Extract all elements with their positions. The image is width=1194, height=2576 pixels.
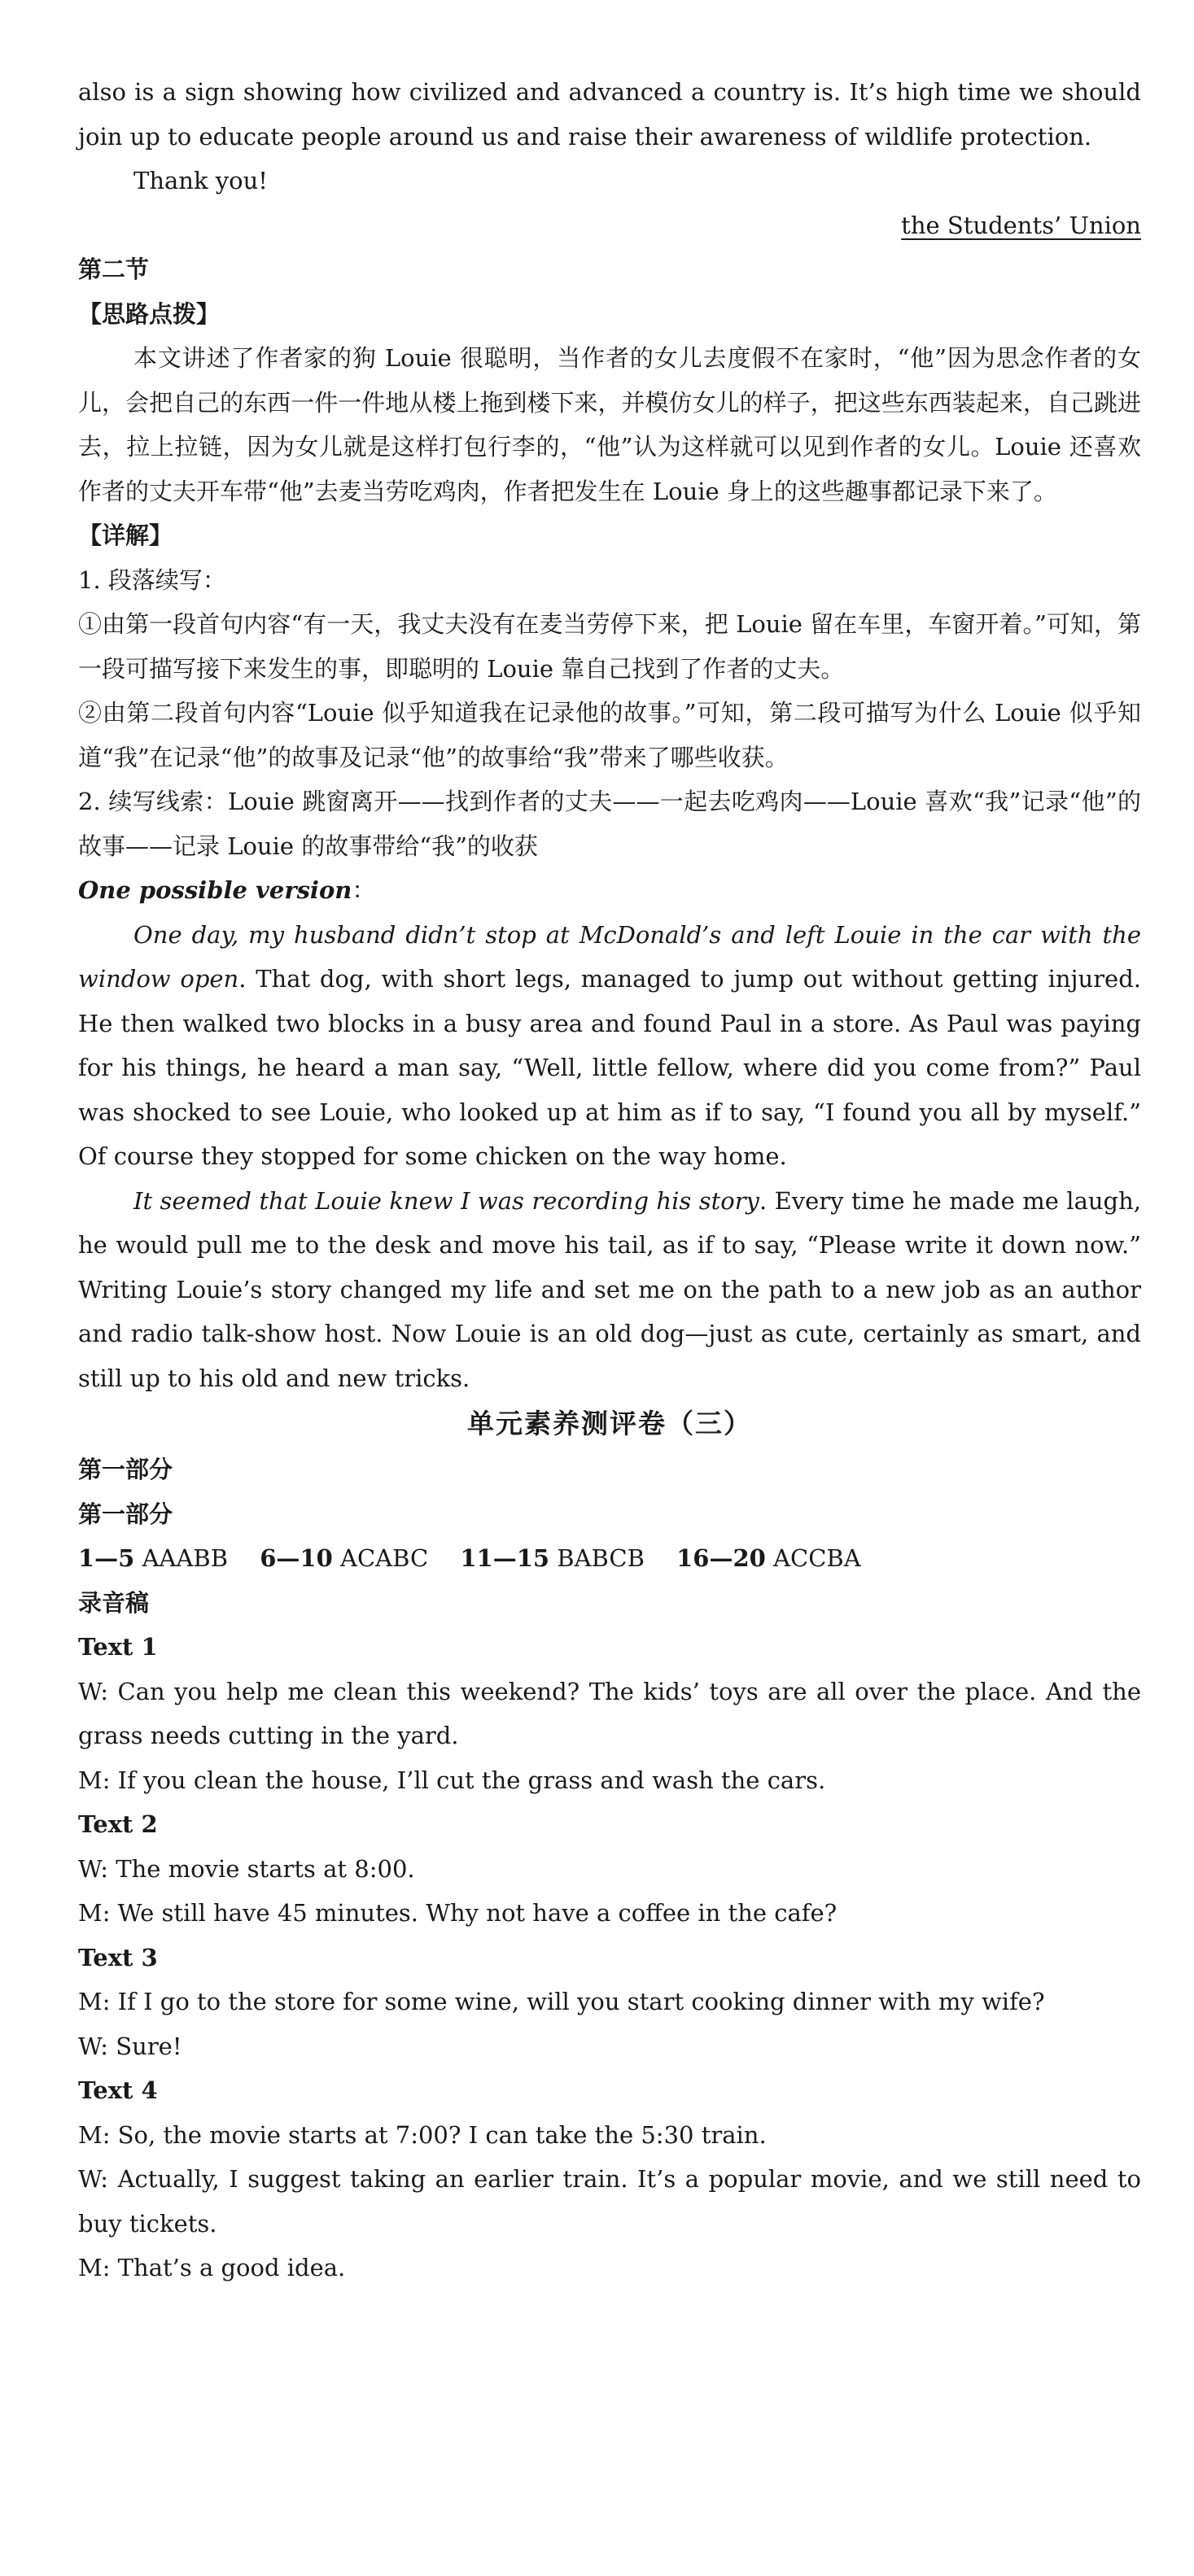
- dialogue-line: W: The movie starts at 8:00.: [78, 1854, 415, 1883]
- answer-key-range: 16—20: [676, 1544, 766, 1572]
- paragraph-1-body: . That dog, with short legs, managed to jump out without getting injured. He then walked two blocks in a busy area and found Paul in a store. As Paul was paying for his things, he heard a man say, “Well, little fellow, where did you come from?” Paul was shocked to see Louie, who looked up at him as if to say, “I found you all by myself.” Of course they stopped for some chicken on the way home.: [78, 965, 1142, 1170]
- paragraph-2-opening: It seemed that Louie knew I was recording his story: [133, 1186, 759, 1215]
- answer-key-letters: BABCB: [557, 1544, 645, 1572]
- version-label-row: [78, 868, 1141, 913]
- answer-key-range: 1—5: [78, 1544, 135, 1572]
- letter-signature: the Students’ Union: [901, 211, 1141, 239]
- version-paragraph-1: [78, 913, 1141, 1179]
- answer-key-row: [78, 1536, 1141, 1581]
- answer-key-letters: AAABB: [142, 1544, 229, 1572]
- transcript-heading: 录音稿: [78, 1588, 150, 1617]
- version-label: One possible version: [78, 876, 352, 904]
- answer-key-4: [676, 1536, 861, 1581]
- letter-thanks: Thank you!: [133, 167, 268, 194]
- version-colon: ：: [352, 876, 376, 904]
- dialogue-line: M: If I go to the store for some wine, will you start cooking dinner with my wife?: [78, 1988, 1045, 2015]
- text-3-label: Text 3: [78, 1943, 158, 1971]
- detail-item-1a: ①由第一段首句内容“有一天，我丈夫没有在麦当劳停下来，把 Louie 留在车里，车窗开着。”可知，第一段可描写接下来发生的事，即聪明的 Louie 靠自己找到了作者的丈夫。: [78, 610, 1141, 683]
- dialogue-line: M: If you clean the house, I’ll cut the grass and wash the cars.: [78, 1766, 826, 1794]
- letter-signature-row: [78, 203, 1141, 248]
- answer-key-range: 11—15: [460, 1544, 550, 1572]
- part-heading-b: 第一部分: [78, 1500, 173, 1528]
- part-heading-a: 第一部分: [78, 1456, 173, 1483]
- dialogue-line: M: That’s a good idea.: [78, 2254, 346, 2281]
- dialogue-line: W: Can you help me clean this weekend? The kids’ toys are all over the place. And the grass needs cutting in the yard.: [78, 1677, 1141, 1749]
- dialogue-line: W: Sure!: [78, 2032, 182, 2060]
- dialogue-line: W: Actually, I suggest taking an earlier train. It’s a popular movie, and we still need to buy tickets.: [78, 2165, 1141, 2238]
- version-paragraph-2: [78, 1179, 1141, 1401]
- detail-item-2: 2. 续写线索：Louie 跳窗离开——找到作者的丈夫——一起去吃鸡肉——Louie 喜欢“我”记录“他”的故事——记录 Louie 的故事带给“我”的收获: [78, 788, 1141, 860]
- detail-item-1: 1. 段落续写：: [78, 565, 226, 594]
- answer-key-3: [460, 1536, 645, 1581]
- answer-key-letters: ACABC: [340, 1544, 429, 1572]
- unit-test-title: 单元素养测评卷（三）: [467, 1408, 752, 1439]
- text-2-label: Text 2: [78, 1810, 158, 1838]
- letter-closing-text: also is a sign showing how civilized and advanced a country is. It’s high time we should join up to educate people around us and raise their awareness of wildlife protection.: [78, 78, 1141, 151]
- paragraph-2-body: . Every time he made me laugh, he would pull me to the desk and move his tail, as if to say, “Please write it down now.” Writing Louie’s story changed my life and set me on the path to a new job as an author and radio talk-show host. Now Louie is an old dog—just as cute, certainly as smart, and still up to his old and new tricks.: [78, 1186, 1141, 1392]
- answer-key-1: [78, 1536, 228, 1581]
- answer-key-2: [260, 1536, 428, 1581]
- dialogue-line: M: So, the movie starts at 7:00? I can take the 5:30 train.: [78, 2120, 767, 2149]
- section-heading: 第二节: [78, 255, 150, 283]
- text-1-label: Text 1: [78, 1633, 158, 1661]
- answer-page: [78, 70, 1141, 2290]
- detail-heading: 【详解】: [78, 522, 173, 549]
- paragraph-1-opening: One day, my husband didn’t stop at McDonald’s and left Louie in the car with the window open: [78, 920, 1141, 993]
- answer-key-letters: ACCBA: [773, 1544, 861, 1572]
- detail-item-1b: ②由第二段首句内容“Louie 似乎知道我在记录他的故事。”可知，第二段可描写为什么 Louie 似乎知道“我”在记录“他”的故事及记录“他”的故事给“我”带来了哪些收获。: [78, 699, 1141, 771]
- text-4-label: Text 4: [78, 2076, 158, 2104]
- answer-key-range: 6—10: [260, 1544, 333, 1572]
- dialogue-line: M: We still have 45 minutes. Why not have a coffee in the cafe?: [78, 1899, 838, 1927]
- tips-paragraph: 本文讲述了作者家的狗 Louie 很聪明，当作者的女儿去度假不在家时，“他”因为思念作者的女儿，会把自己的东西一件一件地从楼上拖到楼下来，并模仿女儿的样子，把这些东西装起来，自己跳进去，拉上拉链，因为女儿就是这样打包行李的，“他”认为这样就可以见到作者的女儿。Louie 还喜欢作者的丈夫开车带“他”去麦当劳吃鸡肉，作者把发生在 Louie 身上的这些趣事都记录下来了。: [78, 344, 1141, 505]
- tips-heading: 【思路点拨】: [78, 299, 221, 328]
